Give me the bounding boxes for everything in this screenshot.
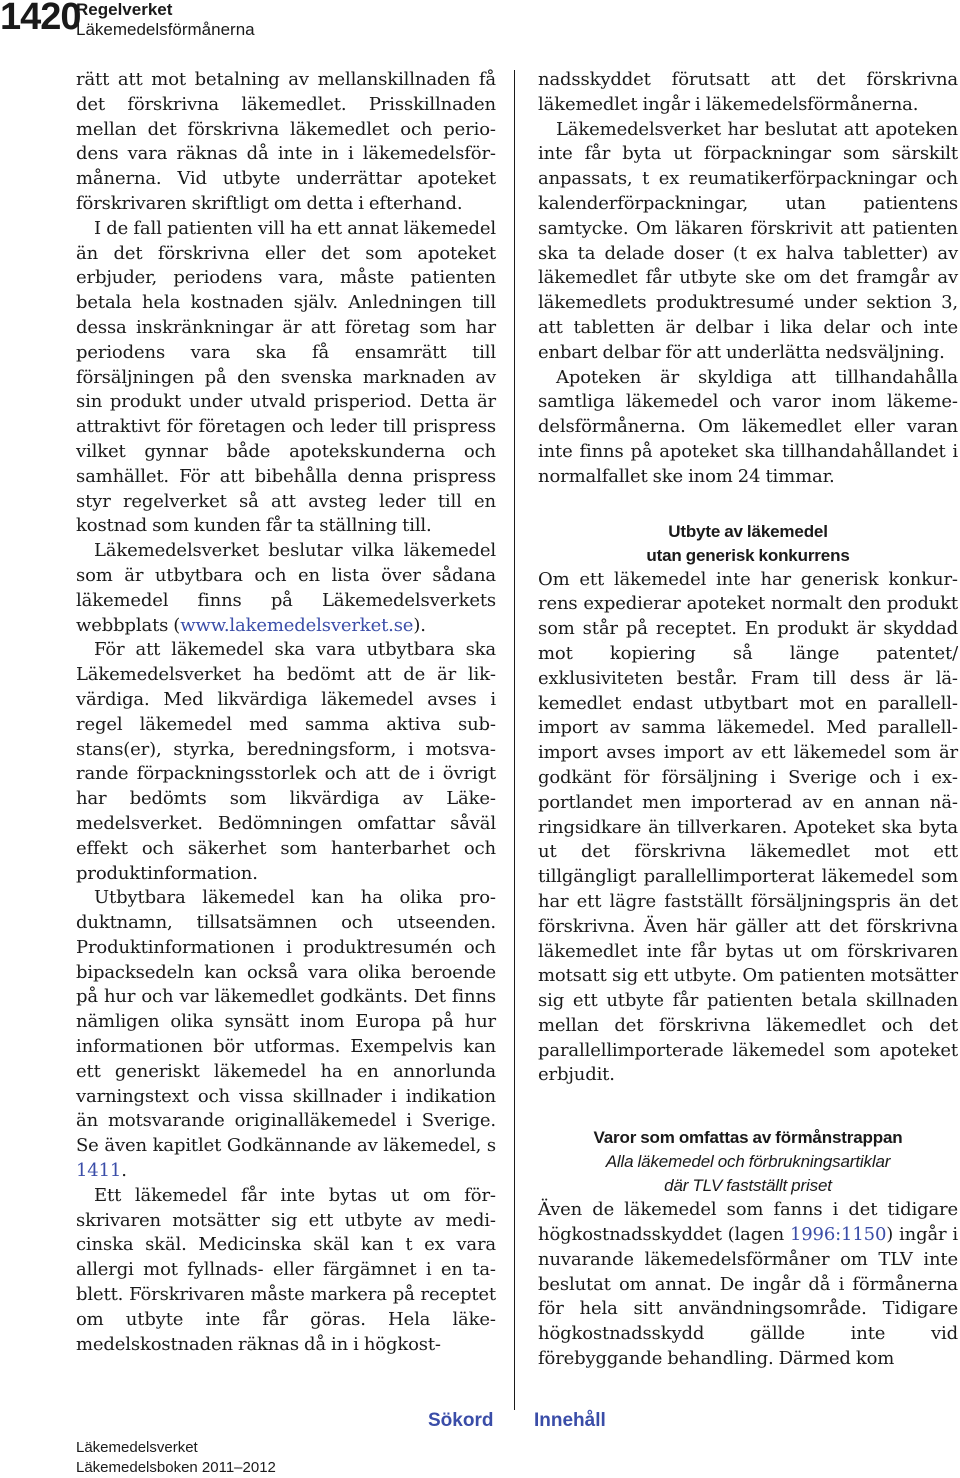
paragraph: I de fall patienten vill ha ett annat läkemedel än det förskrivna eller det som apoteket erbjuder, periodens vara, måste patienten betala hela kostnaden själv. Anledningen till dessa inskränkningar är att företag som har periodens vara ska få ensamrätt till försäljningen på den svenska marknaden av sin produkt under utvald prisperiod. Detta är attraktivt för företagen och leder till prispress vilket gynnar både apotekskunderna och samhället. För att bibehålla denna prispress styr regelverket så att avsteg leder till en kostnad som kunden får ta ställning till. <box>76 217 496 537</box>
right-column <box>538 68 958 1372</box>
subheading-line: Alla läkemedel och förbrukningsartiklar <box>605 1152 891 1172</box>
publication-title: Regelverket <box>76 0 173 19</box>
text-span: ). <box>413 614 426 636</box>
section-heading: Varor som omfattas av förmånstrappan <box>593 1128 903 1148</box>
heading-line: utan generisk konkurrens <box>646 545 850 565</box>
section-title: Läkemedelsförmånerna <box>76 20 255 39</box>
website-link[interactable]: www.lakemedelsverket.se <box>180 614 414 636</box>
heading-line: Utbyte av läkemedel <box>668 521 828 541</box>
sokord-link[interactable]: Sökord <box>428 1410 494 1431</box>
paragraph: Apoteken är skyldiga att tillhandahålla samtliga läkemedel och varor inom läkemedelsförmånerna. Om läkemedlet eller varan inte finns på apoteket ska tillhandahållandet i normalfallet ske inom 24 timmar. <box>538 366 958 487</box>
law-reference-link[interactable]: 1996:1150 <box>789 1224 887 1246</box>
paragraph: Läkemedelsverket har beslutat att apoteken inte får byta ut förpackningar som särskilt anpassats, t ex reumatikerförpackningar och kalenderförpackningar, utan patientens samtycke. Om läkaren förskrivit att patienten ska ta delade doser (t ex halva tabletter) av läkemedlet får utbyte ske om det framgår av läkemedlets produktresumé under sektion 3, att tabletten är delbar i lika delar och inte enbart delbar för att underlätta nedsväljning. <box>538 118 958 363</box>
running-header <box>76 0 255 40</box>
page-reference-link[interactable]: 1411 <box>76 1160 122 1182</box>
text-span: Läkemedelsverket beslutar vilka läkemedel som är utbytbara och en lista över sådana läkemedel finns på Läkemedelsverkets webbplats ( <box>76 540 496 636</box>
column-divider <box>514 70 515 1410</box>
paragraph <box>538 1198 958 1372</box>
innehall-link[interactable]: Innehåll <box>534 1410 606 1431</box>
paragraph <box>76 886 496 1184</box>
paragraph: Ett läkemedel får inte bytas ut om förskrivaren motsätter sig ett utbyte av medicinska skäl. Medicinska skäl kan t ex vara allergi mot fyllnads- eller färgämnet i en tablett. Förskrivaren måste markera på receptet om utbyte inte får göras. Hela läkemedelskostnaden räknas då in i högkost- <box>76 1184 496 1355</box>
footer-publisher: Läkemedelsverket <box>76 1439 198 1456</box>
paragraph: Om ett läkemedel inte har generisk konkurrens expedierar apoteket normalt den produkt som står på receptet. En produkt är skyddad mot kopiering så länge patentet/ exklusiviteten består. Fram till dess är läkemedlet endast utbytbart mot en parallellimport av samma läkemedel. Med parallellimport avses import av ett läkemedel som är godkänt för försäljning i Sverige och i exportlandet men importerad av en annan näringsidkare än tillverkaren. Apoteket ska byta ut det förskrivna läkemedlet mot ett tillgängligt parallellimporterat läkemedel som har ett lägre fastställt försäljningspris än det förskrivna. Även här gäller att det förskrivna läkemedlet inte får bytas ut om förskrivaren motsatt sig ett utbyte. Om patienten motsätter sig ett utbyte får patienten betala skillnaden mellan det förskrivna läkemedlet och det parallellimporterade läkemedel som apoteket erbjudit. <box>538 568 958 1086</box>
text-span: . <box>121 1160 127 1182</box>
left-column <box>76 68 496 1357</box>
paragraph <box>76 539 496 638</box>
page-number: 1420 <box>0 0 81 38</box>
paragraph: rätt att mot betalning av mellanskillnaden få det förskrivna läkemedlet. Prisskillnaden mellan det förskrivna läkemedlet och periodens vara räknas då inte in i läkemedelsförmånerna. Vid utbyte underrättar apoteket förskrivaren skriftligt om detta i efterhand. <box>76 69 496 214</box>
section-heading <box>538 520 958 568</box>
footer <box>76 1438 276 1478</box>
paragraph: För att läkemedel ska vara utbytbara ska Läkemedelsverket ha bedömt att de är likvärdiga. Med likvärdiga läkemedel avses i regel läkemedel med samma aktiva substans(er), styrka, beredningsform, i motsvarande förpackningsstorlek och att de i övrigt har bedömts som likvärdiga av Läkemedelsverket. Bedömningen omfattar såväl effekt och säkerhet som hanterbarhet och produktinformation. <box>76 639 496 884</box>
text-span: ) ingår i nuvarande läkemedelsförmåner om TLV inte beslutat om annat. De ingår då i förmånerna för hela sitt användningsområde. Tidigare högkostnadsskydd gällde inte vid förebyggande behandling. Därmed kom <box>538 1224 958 1370</box>
subheading-line: där TLV fastställt priset <box>664 1176 832 1196</box>
text-span: Även de läkemedel som fanns i det tidigare högkostnadsskyddet (lagen <box>538 1199 958 1246</box>
paragraph: nadsskyddet förutsatt att det förskrivna läkemedlet ingår i läkemedelsförmånerna. <box>538 69 958 115</box>
section-subheading <box>538 1150 958 1198</box>
text-span: Utbytbara läkemedel kan ha olika produktnamn, tillsatsämnen och utseenden. Produktinformationen i produktresumén och bipacksedeln kan också vara olika beroende på hur och var läkemedlet godkänts. Det finns nämligen olika synsätt inom Europa på hur informationen bör utformas. Exempelvis kan ett generiskt läkemedel ha en annorlunda varningstext och vissa skillnader i indikation än motsvarande originalläkemedel i Sverige. Se även kapitlet Godkännande av läkemedel, s <box>76 887 496 1157</box>
footer-book-title: Läkemedelsboken 2011–2012 <box>76 1459 276 1476</box>
